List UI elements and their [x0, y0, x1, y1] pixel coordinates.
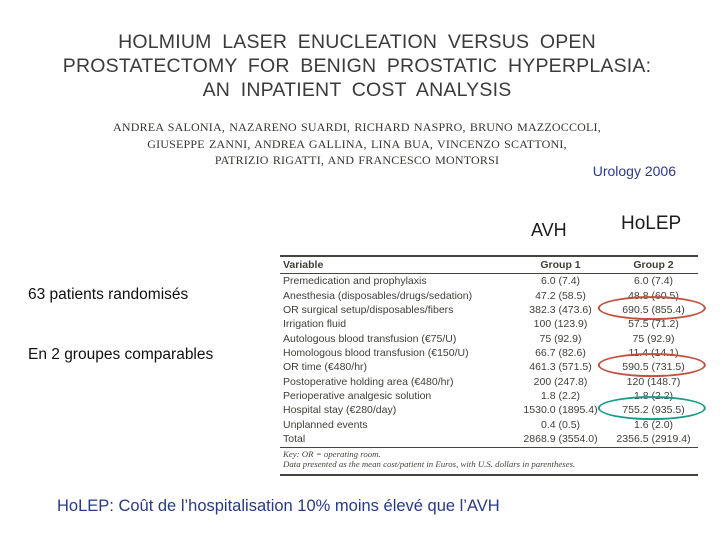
group2-value-cell: 11.4 (14.1): [628, 346, 679, 359]
group1-value-cell: 66.7 (82.6): [535, 346, 586, 359]
group1-value-cell: 75 (92.9): [539, 332, 582, 345]
variable-cell: Autologous blood transfusion (€75/U): [283, 332, 457, 345]
group2-value-cell: 2356.5 (2919.4): [616, 432, 691, 445]
cost-table-body: [280, 274, 698, 446]
journal-reference: Urology 2006: [592, 163, 676, 179]
paper-authors: [0, 119, 714, 169]
group1-value-cell: 461.3 (571.5): [529, 361, 592, 374]
group1-value-cell: 1530.0 (1895.4): [523, 404, 598, 417]
group1-value-cell: 1.8 (2.2): [540, 389, 581, 402]
paper-title-line-2: PROSTATECTOMY FOR BENIGN PROSTATIC HYPERPLASIA:: [62, 55, 652, 77]
group1-value-cell: 2868.9 (3554.0): [523, 432, 598, 445]
table-row: [280, 389, 698, 403]
variable-cell: Homologous blood transfusion (€150/U): [283, 346, 469, 359]
header-group2: Group 2: [633, 259, 674, 271]
variable-cell: Total: [283, 432, 306, 445]
group2-value-cell: 755.2 (935.5): [609, 404, 698, 416]
cost-table-header-row: [280, 257, 698, 274]
group1-value-cell: 47.2 (58.5): [535, 289, 586, 302]
group2-value-cell: 75 (92.9): [632, 332, 675, 345]
group2-value-cell: 57.5 (71.2): [628, 318, 679, 331]
table-row: [280, 274, 698, 288]
column-label-avh: AVH: [531, 220, 567, 240]
group2-value-cell: 1.8 (2.2): [633, 389, 674, 402]
left-note-comparable-groups: En 2 groupes comparables: [28, 346, 214, 363]
variable-cell: Irrigation fluid: [283, 318, 347, 331]
table-row: [280, 331, 698, 345]
group1-value-cell: 6.0 (7.4): [540, 275, 581, 288]
variable-cell: OR surgical setup/disposables/fibers: [283, 303, 454, 316]
paper-authors-line-3: PATRIZIO RIGATTI, AND FRANCESCO MONTORSI: [214, 153, 500, 167]
table-key-line: Key: OR = operating room.: [283, 449, 381, 460]
table-data-note-line: Data presented as the mean cost/patient in Euros, with U.S. dollars in parentheses.: [283, 458, 576, 469]
table-row: [280, 288, 698, 302]
conclusion-text: HoLEP: Coût de l’hospitalisation 10% moins élevé que l’AVH: [57, 497, 500, 515]
group1-value-cell: 0.4 (0.5): [540, 418, 581, 431]
cost-table-footnotes: [280, 447, 698, 476]
group2-value-cell: 120 (148.7): [626, 375, 681, 388]
cost-table: [280, 255, 698, 476]
table-row: [280, 317, 698, 331]
table-row: [280, 403, 698, 417]
variable-cell: Hospital stay (€280/day): [283, 404, 397, 417]
group1-value-cell: 382.3 (473.6): [529, 303, 592, 316]
group2-value-cell: 590.5 (731.5): [609, 361, 698, 373]
table-row: [280, 432, 698, 446]
group2-value-cell: 48.8 (60.5): [628, 289, 679, 302]
paper-authors-line-1: ANDREA SALONIA, NAZARENO SUARDI, RICHARD NASPRO, BRUNO MAZZOCCOLI,: [113, 120, 601, 134]
group1-value-cell: 100 (123.9): [533, 318, 588, 331]
table-row: [280, 346, 698, 360]
paper-title-line-3: AN INPATIENT COST ANALYSIS: [202, 79, 512, 101]
group1-value-cell: 200 (247.8): [533, 375, 588, 388]
header-group1: Group 1: [540, 259, 581, 271]
table-row: [280, 417, 698, 431]
paper-title-line-1: HOLMIUM LASER ENUCLEATION VERSUS OPEN: [118, 31, 596, 53]
paper-title: [0, 30, 714, 102]
left-note-randomized-patients: 63 patients randomisés: [28, 286, 189, 303]
variable-cell: Postoperative holding area (€480/hr): [283, 375, 454, 388]
table-row: [280, 303, 698, 317]
variable-cell: Anesthesia (disposables/drugs/sedation): [283, 289, 473, 302]
table-row: [280, 360, 698, 374]
table-row: [280, 374, 698, 388]
paper-authors-line-2: GIUSEPPE ZANNI, ANDREA GALLINA, LINA BUA, VINCENZO SCATTONI,: [147, 136, 567, 151]
column-label-holep: HoLEP: [621, 213, 682, 234]
group2-value-cell: 1.6 (2.0): [633, 418, 674, 431]
header-variable: Variable: [283, 259, 324, 271]
group2-value-cell: 690.5 (855.4): [609, 304, 698, 316]
variable-cell: OR time (€480/hr): [283, 361, 368, 374]
variable-cell: Unplanned events: [283, 418, 368, 431]
variable-cell: Premedication and prophylaxis: [283, 275, 427, 288]
variable-cell: Perioperative analgesic solution: [283, 389, 432, 402]
group2-value-cell: 6.0 (7.4): [633, 275, 674, 288]
